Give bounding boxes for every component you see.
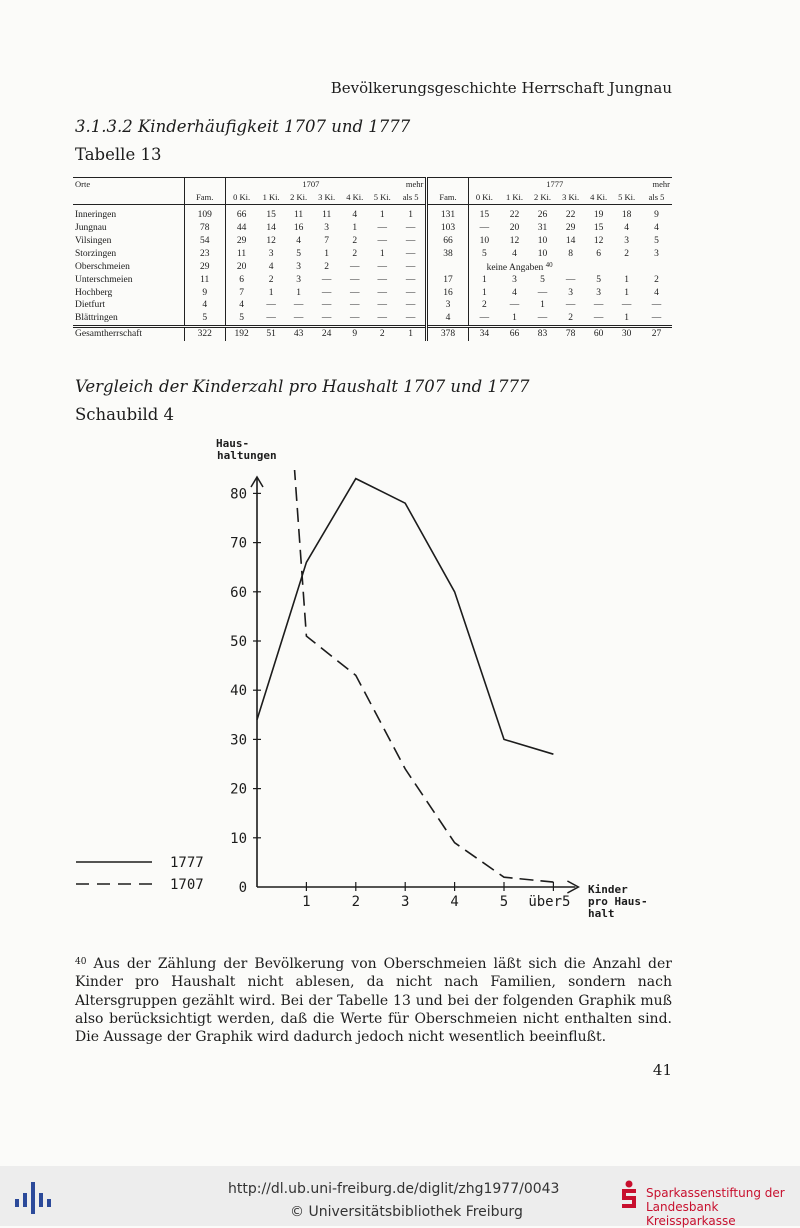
x-tick-label: 2 xyxy=(352,894,360,910)
x-tick-label: 4 xyxy=(450,894,458,910)
total-1707: 51 xyxy=(257,326,284,340)
column-header: 5 Ki. xyxy=(368,191,395,204)
y-tick-label: 70 xyxy=(230,536,247,552)
y-tick-label: 0 xyxy=(239,880,247,896)
cell-1777: — xyxy=(612,299,641,312)
cell-1777: 5 xyxy=(529,273,556,286)
cell-1707: — xyxy=(368,299,395,312)
header-year-1777: 1777 xyxy=(468,178,641,191)
cell-1777: — xyxy=(529,286,556,299)
y-tick-label: 10 xyxy=(230,831,247,847)
cell-1707: — xyxy=(368,273,395,286)
total-1707: 43 xyxy=(285,326,312,340)
cell-1777: 4 xyxy=(641,222,672,235)
cell-1707: 4 xyxy=(285,235,312,248)
cell-1777: 3 xyxy=(585,286,612,299)
cell-1777: 29 xyxy=(556,222,585,235)
cell-1707: 2 xyxy=(341,235,368,248)
cell-1707: 9 xyxy=(184,286,225,299)
total-row xyxy=(73,326,672,340)
total-1777: 83 xyxy=(529,326,556,340)
total-1707: 1 xyxy=(396,326,427,340)
cell-1777: 3 xyxy=(556,286,585,299)
cell-1707: 2 xyxy=(257,273,284,286)
row-place-name: Oberschmeien xyxy=(73,260,184,273)
table-row xyxy=(73,312,672,326)
cell-1707: 2 xyxy=(312,260,341,273)
column-header: 3 Ki. xyxy=(312,191,341,204)
cell-1707: 109 xyxy=(184,204,225,221)
legend-label-1707: 1707 xyxy=(170,877,204,893)
note-keine-angaben: keine Angaben $^{40}$ xyxy=(468,260,672,273)
cell-1777: 9 xyxy=(641,204,672,221)
cell-1777: 3 xyxy=(500,273,529,286)
column-header: 4 Ki. xyxy=(585,191,612,204)
cell-1777: 4 xyxy=(427,312,468,326)
cell-1707: — xyxy=(368,222,395,235)
cell-1707: 3 xyxy=(285,273,312,286)
y-tick-label: 60 xyxy=(230,585,247,601)
cell-1777: 1 xyxy=(612,286,641,299)
header-mehr-1777: mehr xyxy=(641,178,672,191)
total-1777: 34 xyxy=(468,326,500,340)
cell-1777: 4 xyxy=(641,286,672,299)
chart-title: Vergleich der Kinderzahl pro Haushalt 1707 und 1777 xyxy=(75,377,529,396)
cell-1707: 6 xyxy=(225,273,257,286)
cell-1707: 12 xyxy=(257,235,284,248)
cell-1707: 1 xyxy=(257,286,284,299)
column-header: 0 Ki. xyxy=(225,191,257,204)
row-place-name: Unterschmeien xyxy=(73,273,184,286)
cell-1707: 2 xyxy=(341,247,368,260)
column-header: 5 Ki. xyxy=(612,191,641,204)
cell-1777: 14 xyxy=(556,235,585,248)
section-title: 3.1.3.2 Kinderhäufigkeit 1707 und 1777 xyxy=(75,117,410,136)
cell-1777: 12 xyxy=(585,235,612,248)
cell-1707: 11 xyxy=(184,273,225,286)
cell-1707: 78 xyxy=(184,222,225,235)
cell-1707: — xyxy=(312,273,341,286)
page-number: 41 xyxy=(653,1061,672,1079)
cell-1777 xyxy=(427,260,468,273)
column-header: als 5 xyxy=(396,191,427,204)
cell-1777: 2 xyxy=(612,247,641,260)
cell-1777: 4 xyxy=(500,247,529,260)
total-1707: 2 xyxy=(368,326,395,340)
total-1777: 60 xyxy=(585,326,612,340)
footnote-ref: 40 xyxy=(546,261,553,269)
cell-1777: 17 xyxy=(427,273,468,286)
y-tick-label: 30 xyxy=(230,732,247,748)
row-place-name: Hochberg xyxy=(73,286,184,299)
cell-1777: 66 xyxy=(427,235,468,248)
cell-1777: 103 xyxy=(427,222,468,235)
cell-1707: — xyxy=(396,235,427,248)
total-1777: 78 xyxy=(556,326,585,340)
cell-1777: 15 xyxy=(585,222,612,235)
cell-1707: 29 xyxy=(225,235,257,248)
cell-1777: 38 xyxy=(427,247,468,260)
cell-1777: 5 xyxy=(641,235,672,248)
cell-1707: — xyxy=(341,260,368,273)
cell-1707: — xyxy=(368,312,395,326)
cell-1707: 11 xyxy=(225,247,257,260)
header-mehr-1707: mehr xyxy=(396,178,427,191)
cell-1777: 2 xyxy=(641,273,672,286)
cell-1777: 131 xyxy=(427,204,468,221)
cell-1777: 6 xyxy=(585,247,612,260)
cell-1777: 22 xyxy=(500,204,529,221)
cell-1707: — xyxy=(341,312,368,326)
cell-1707: 20 xyxy=(225,260,257,273)
legend-label-1777: 1777 xyxy=(170,855,204,871)
digital-library-logo-icon xyxy=(14,1178,52,1218)
header-blank xyxy=(73,191,184,204)
y-tick-label: 20 xyxy=(230,782,247,798)
viewer-footer xyxy=(0,1166,800,1226)
cell-1707: 29 xyxy=(184,260,225,273)
cell-1777: 5 xyxy=(468,247,500,260)
cell-1707: — xyxy=(312,312,341,326)
cell-1777: 1 xyxy=(612,273,641,286)
x-axis-title: Kinder xyxy=(588,883,628,896)
cell-1707: — xyxy=(341,273,368,286)
cell-1707: — xyxy=(257,312,284,326)
y-tick-label: 50 xyxy=(230,634,247,650)
column-header: 2 Ki. xyxy=(285,191,312,204)
row-place-name: Inneringen xyxy=(73,204,184,221)
cell-1707: 11 xyxy=(312,204,341,221)
cell-1777: 20 xyxy=(500,222,529,235)
cell-1707: 16 xyxy=(285,222,312,235)
cell-1707: 5 xyxy=(184,312,225,326)
table-row xyxy=(73,286,672,299)
cell-1707: 4 xyxy=(225,299,257,312)
cell-1777: — xyxy=(641,299,672,312)
cell-1707: 3 xyxy=(285,260,312,273)
row-place-name: Dietfurt xyxy=(73,299,184,312)
subheader-row xyxy=(73,191,672,204)
y-tick-label: 40 xyxy=(230,683,247,699)
row-place-name: Jungnau xyxy=(73,222,184,235)
cell-1777: 4 xyxy=(612,222,641,235)
cell-1707: 1 xyxy=(396,204,427,221)
column-header: 2 Ki. xyxy=(529,191,556,204)
cell-1777: 5 xyxy=(585,273,612,286)
cell-1707: 7 xyxy=(312,235,341,248)
cell-1707: — xyxy=(312,299,341,312)
y-tick-label: 80 xyxy=(230,486,247,502)
x-axis-title: pro Haus- xyxy=(588,895,648,908)
cell-1707: — xyxy=(341,299,368,312)
series-line-1777 xyxy=(257,479,553,755)
sponsor-line-2: Landesbank Kreissparkasse xyxy=(646,1200,800,1228)
cell-1777: 1 xyxy=(500,312,529,326)
cell-1777: — xyxy=(556,299,585,312)
column-header: Fam. xyxy=(427,191,468,204)
sponsor-line-1: Sparkassenstiftung der xyxy=(646,1186,800,1200)
cell-1707: 1 xyxy=(285,286,312,299)
column-header: 1 Ki. xyxy=(257,191,284,204)
x-tick-label: 5 xyxy=(500,894,508,910)
footnote-mark: 40 xyxy=(75,957,86,967)
cell-1707: — xyxy=(396,286,427,299)
cell-1707: 1 xyxy=(368,204,395,221)
cell-1777: 1 xyxy=(468,273,500,286)
x-tick-label: 3 xyxy=(401,894,409,910)
cell-1707: — xyxy=(341,286,368,299)
table-row xyxy=(73,222,672,235)
cell-1707: — xyxy=(285,299,312,312)
column-header: 1 Ki. xyxy=(500,191,529,204)
cell-1707: — xyxy=(312,286,341,299)
figure-label: Schaubild 4 xyxy=(75,405,174,424)
column-header: Fam. xyxy=(184,191,225,204)
cell-1707: 23 xyxy=(184,247,225,260)
total-label: Gesamtherrschaft xyxy=(73,326,184,340)
total-1707: 322 xyxy=(184,326,225,340)
cell-1707: 44 xyxy=(225,222,257,235)
cell-1707: — xyxy=(368,286,395,299)
y-axis-title: Haus- xyxy=(216,437,249,450)
cell-1707: 4 xyxy=(341,204,368,221)
cell-1707: 5 xyxy=(285,247,312,260)
cell-1777: 1 xyxy=(468,286,500,299)
cell-1777: 10 xyxy=(529,235,556,248)
total-1777: 30 xyxy=(612,326,641,340)
cell-1777: — xyxy=(641,312,672,326)
cell-1707: — xyxy=(368,235,395,248)
cell-1707: — xyxy=(257,299,284,312)
cell-1707: 5 xyxy=(225,312,257,326)
table-row xyxy=(73,235,672,248)
x-tick-label: über5 xyxy=(528,894,570,910)
cell-1777: 3 xyxy=(427,299,468,312)
cell-1777: 3 xyxy=(612,235,641,248)
cell-1707: 4 xyxy=(184,299,225,312)
x-axis-title: halt xyxy=(588,907,615,920)
series-line-1707 xyxy=(257,430,553,882)
cell-1707: 66 xyxy=(225,204,257,221)
row-place-name: Vilsingen xyxy=(73,235,184,248)
footnote-text: Aus der Zählung der Bevölkerung von Oberschmeien läßt sich die Anzahl der Kinder pro Haushalt nicht ablesen, da nicht nach Familien, sondern nach Altersgruppen gezählt wird. Bei der Tabelle 13 und bei der folgenden Graphik muß also berücksichtigt werden, daß die Werte für Oberschmeien nicht enthalten sind. Die Aussage der Graphik wird dadurch jedoch nicht wesentlich beeinflußt. xyxy=(75,956,672,1045)
cell-1777: 15 xyxy=(468,204,500,221)
cell-1777: 1 xyxy=(529,299,556,312)
copyright-text: © Universitätsbibliothek Freiburg xyxy=(290,1204,523,1220)
footnote xyxy=(75,953,672,1046)
cell-1707: 1 xyxy=(341,222,368,235)
cell-1777: — xyxy=(585,312,612,326)
table-row xyxy=(73,247,672,260)
cell-1707: 1 xyxy=(368,247,395,260)
cell-1777: — xyxy=(468,312,500,326)
cell-1777: 2 xyxy=(468,299,500,312)
cell-1777: 4 xyxy=(500,286,529,299)
cell-1777: 10 xyxy=(468,235,500,248)
cell-1707: — xyxy=(368,260,395,273)
running-head: Bevölkerungsgeschichte Herrschaft Jungnau xyxy=(331,79,672,97)
column-header: 4 Ki. xyxy=(341,191,368,204)
cell-1777: 26 xyxy=(529,204,556,221)
cell-1707: 7 xyxy=(225,286,257,299)
table-row xyxy=(73,273,672,286)
column-header: 3 Ki. xyxy=(556,191,585,204)
cell-1777: 19 xyxy=(585,204,612,221)
cell-1777: 12 xyxy=(500,235,529,248)
cell-1707: — xyxy=(396,299,427,312)
cell-1777: — xyxy=(556,273,585,286)
cell-1707: 1 xyxy=(312,247,341,260)
header-orte: Orte xyxy=(73,178,184,191)
cell-1777: 8 xyxy=(556,247,585,260)
header-year-1707: 1707 xyxy=(225,178,396,191)
column-header: als 5 xyxy=(641,191,672,204)
total-1777: 27 xyxy=(641,326,672,340)
total-1707: 24 xyxy=(312,326,341,340)
cell-1707: 54 xyxy=(184,235,225,248)
cell-1777: 1 xyxy=(612,312,641,326)
sponsor-text xyxy=(646,1186,800,1228)
cell-1707: 14 xyxy=(257,222,284,235)
cell-1707: — xyxy=(396,260,427,273)
cell-1777: 31 xyxy=(529,222,556,235)
cell-1777: 22 xyxy=(556,204,585,221)
table-label: Tabelle 13 xyxy=(75,145,161,164)
row-place-name: Storzingen xyxy=(73,247,184,260)
cell-1777: — xyxy=(585,299,612,312)
total-1777: 66 xyxy=(500,326,529,340)
sparkasse-logo-icon xyxy=(618,1180,640,1210)
x-tick-label: 1 xyxy=(302,894,310,910)
total-1777: 378 xyxy=(427,326,468,340)
cell-1777: — xyxy=(500,299,529,312)
cell-1707: 3 xyxy=(257,247,284,260)
cell-1777: 16 xyxy=(427,286,468,299)
cell-1707: 3 xyxy=(312,222,341,235)
cell-1707: — xyxy=(396,247,427,260)
y-axis-title: haltungen xyxy=(217,449,277,462)
page-url-link[interactable]: http://dl.ub.uni-freiburg.de/diglit/zhg1977/0043 xyxy=(228,1181,559,1197)
column-header: 0 Ki. xyxy=(468,191,500,204)
cell-1777: 18 xyxy=(612,204,641,221)
table-row xyxy=(73,204,672,221)
line-chart xyxy=(0,430,800,930)
cell-1707: — xyxy=(396,222,427,235)
cell-1777: — xyxy=(529,312,556,326)
row-place-name: Blättringen xyxy=(73,312,184,326)
cell-1707: — xyxy=(396,273,427,286)
table-row xyxy=(73,299,672,312)
cell-1707: 11 xyxy=(285,204,312,221)
cell-1707: 15 xyxy=(257,204,284,221)
cell-1777: 10 xyxy=(529,247,556,260)
cell-1777: 3 xyxy=(641,247,672,260)
cell-1707: — xyxy=(396,312,427,326)
cell-1777: — xyxy=(468,222,500,235)
total-1707: 9 xyxy=(341,326,368,340)
cell-1707: — xyxy=(285,312,312,326)
kinderhaeufigkeit-table xyxy=(73,177,672,341)
table-row xyxy=(73,260,672,273)
total-1707: 192 xyxy=(225,326,257,340)
cell-1777: 2 xyxy=(556,312,585,326)
cell-1707: 4 xyxy=(257,260,284,273)
